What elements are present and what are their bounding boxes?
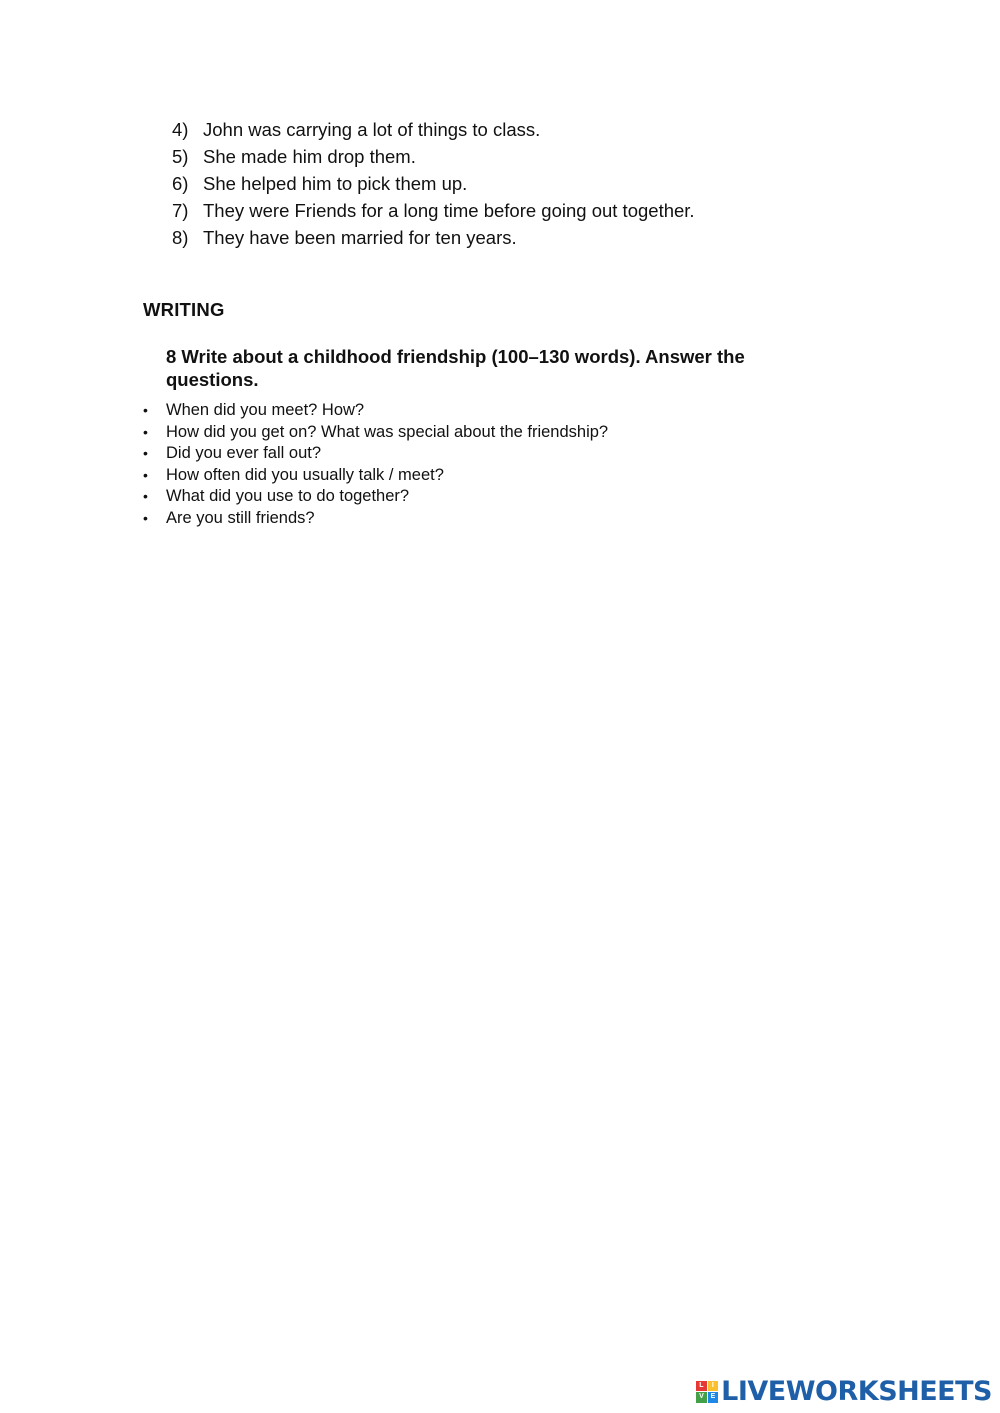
badge-letter: L (696, 1381, 707, 1392)
item-text: John was carrying a lot of things to class. (203, 119, 541, 140)
bullet-icon: • (143, 509, 148, 526)
item-number: 6) (172, 173, 189, 194)
list-item (172, 172, 695, 199)
badge-letter: I (708, 1381, 719, 1392)
item-text: They were Friends for a long time before going out together. (203, 200, 695, 221)
item-text: She helped him to pick them up. (203, 173, 468, 194)
item-number: 4) (172, 119, 189, 140)
bullet-icon: • (143, 423, 148, 440)
numbered-sentence-list (172, 118, 695, 253)
question-bullet-list (143, 400, 608, 529)
bullet-icon: • (143, 488, 148, 504)
bullet-text: What did you use to do together? (166, 487, 410, 505)
badge-letter: V (696, 1392, 707, 1403)
bullet-text: Are you still friends? (166, 508, 315, 527)
list-item (172, 226, 695, 253)
logo-text: LIVEWORKSHEETS (721, 1376, 992, 1407)
list-item (143, 443, 608, 465)
bullet-text: When did you meet? How? (166, 401, 365, 419)
item-number: 8) (172, 227, 189, 248)
bullet-text: Did you ever fall out? (166, 444, 322, 462)
list-item (143, 486, 608, 508)
bullet-text: How often did you usually talk / meet? (166, 465, 444, 484)
list-item (143, 422, 608, 444)
section-heading: WRITING (143, 299, 225, 320)
list-item (143, 465, 608, 487)
logo-badge-icon (696, 1381, 718, 1403)
bullet-text: How did you get on? What was special about the friendship? (166, 422, 609, 441)
bullet-icon: • (143, 445, 148, 461)
item-number: 5) (172, 146, 189, 167)
badge-letter: E (708, 1392, 719, 1403)
item-number: 7) (172, 200, 189, 221)
bullet-icon: • (143, 402, 148, 418)
list-item (143, 400, 608, 422)
list-item (172, 145, 695, 172)
list-item (143, 508, 608, 530)
liveworksheets-logo (696, 1376, 992, 1407)
list-item (172, 118, 695, 145)
bullet-icon: • (143, 466, 148, 483)
item-text: She made him drop them. (203, 146, 416, 167)
task-title: 8 Write about a childhood friendship (100–130 words). Answer the questions. (166, 346, 745, 390)
item-text: They have been married for ten years. (203, 227, 517, 248)
list-item (172, 199, 695, 226)
